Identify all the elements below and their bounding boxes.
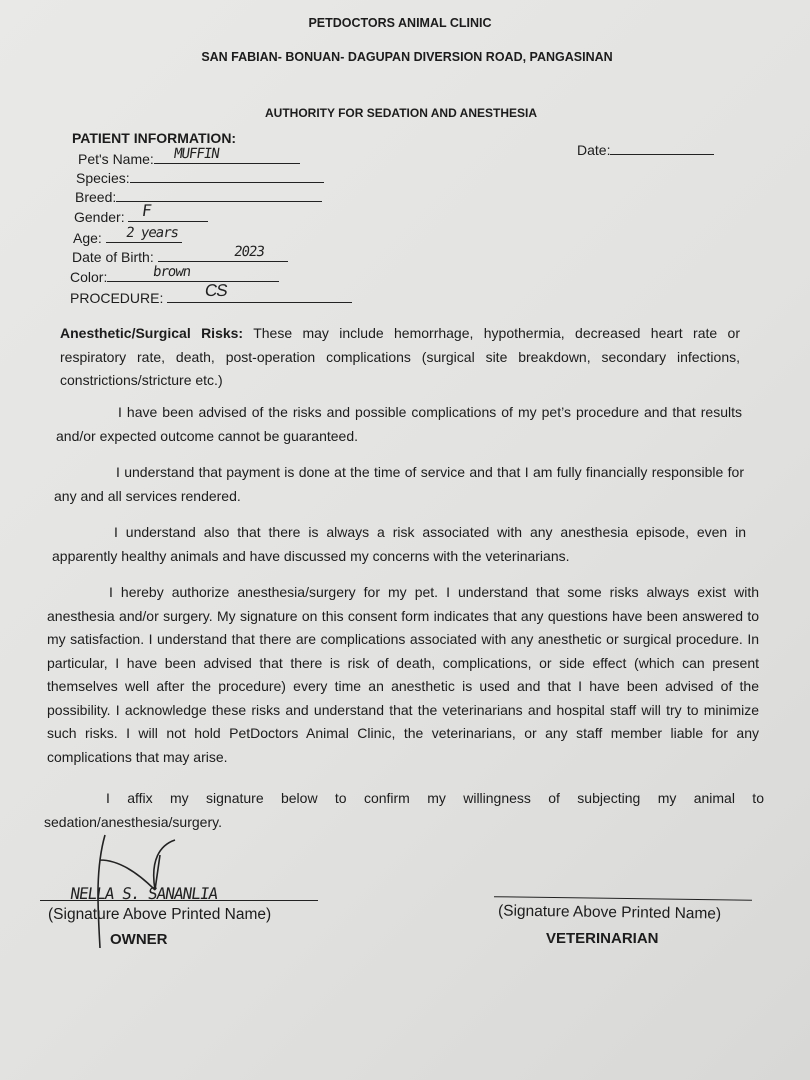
field-label: Species: (76, 170, 130, 186)
field-label: Date of Birth: (72, 249, 154, 265)
date-field[interactable] (577, 140, 714, 158)
field-value: F (141, 201, 153, 220)
form-title: AUTHORITY FOR SEDATION AND ANESTHESIA (264, 106, 537, 120)
vet-signature-line[interactable] (494, 896, 752, 901)
field-value: 2023 (232, 244, 265, 260)
pets-name-field[interactable] (78, 146, 300, 167)
procedure-field[interactable] (70, 281, 352, 306)
field-label: Age: (73, 230, 102, 246)
field-value: brown (152, 264, 192, 280)
date-label: Date: (577, 142, 611, 158)
paragraph-authorization: I hereby authorize anesthesia/surgery for my pet. I understand that some risks always exist with anesthesia and/or surgery. My signature on this consent form indicates that any questions have been answered to my satisfaction. I understand that there are complications associated with any anesthetic or surgical procedure. In particular, I have been advised that there is risk of death, complications, or side effect (which can present themselves well after the procedure) every time an anesthetic is used and that I have been advised of the possibility. I acknowledge these risks and understand that the veterinarians and hospital staff will try to minimize such risks. I will not hold PetDoctors Animal Clinic, the veterinarians, or any staff member liable for any complications that may arise. (47, 584, 759, 765)
owner-printed-name: NELLA S. SANANLIA (69, 884, 219, 903)
age-field[interactable] (73, 225, 182, 246)
field-label: Pet's Name: (78, 151, 154, 167)
risks-text: These may include hemorrhage, hypothermia, decreased heart rate or respiratory rate, death, post-operation complications (surgical site breakdown, secondary infections, constrictions/stricture etc.) (60, 325, 740, 388)
paragraph-anesthesia-risk: I understand also that there is always a risk associated with any anesthesia episode, even in apparently healthy animals and have discussed my concerns with the veterinarians. (52, 524, 746, 564)
owner-role-label: OWNER (110, 931, 168, 948)
paragraph-risks-advised: I have been advised of the risks and possible complications of my pet’s procedure and that results and/or expected outcome cannot be guaranteed. (56, 404, 742, 444)
breed-field[interactable] (75, 187, 322, 205)
risks-paragraph (60, 322, 740, 393)
vet-role-label: VETERINARIAN (546, 930, 659, 947)
clinic-name: PETDOCTORS ANIMAL CLINIC (308, 16, 492, 30)
species-field[interactable] (76, 168, 324, 186)
dob-field[interactable] (72, 244, 288, 265)
paragraph-affix-signature: I affix my signature below to confirm my willingness of subjecting my animal to sedation/anesthesia/surgery. (44, 790, 764, 830)
risks-label: Anesthetic/Surgical Risks: (60, 325, 244, 341)
owner-signature-caption: (Signature Above Printed Name) (48, 906, 272, 923)
field-value: CS (203, 281, 229, 300)
field-label: Gender: (74, 209, 125, 225)
color-field[interactable] (70, 264, 279, 285)
field-label: Breed: (75, 189, 117, 205)
field-value: 2 years (124, 225, 179, 241)
vet-signature-caption: (Signature Above Printed Name) (497, 902, 722, 923)
owner-signature-line[interactable] (40, 900, 318, 901)
gender-field[interactable] (74, 201, 208, 225)
clinic-address: SAN FABIAN- BONUAN- DAGUPAN DIVERSION ROAD, PANGASINAN (201, 50, 613, 64)
field-label: PROCEDURE: (70, 290, 164, 306)
field-label: Color: (70, 269, 108, 285)
field-value: MUFFIN (172, 146, 220, 162)
patient-info-title: PATIENT INFORMATION: (72, 130, 237, 146)
paragraph-payment: I understand that payment is done at the time of service and that I am fully financially responsible for any and all services rendered. (54, 464, 744, 504)
